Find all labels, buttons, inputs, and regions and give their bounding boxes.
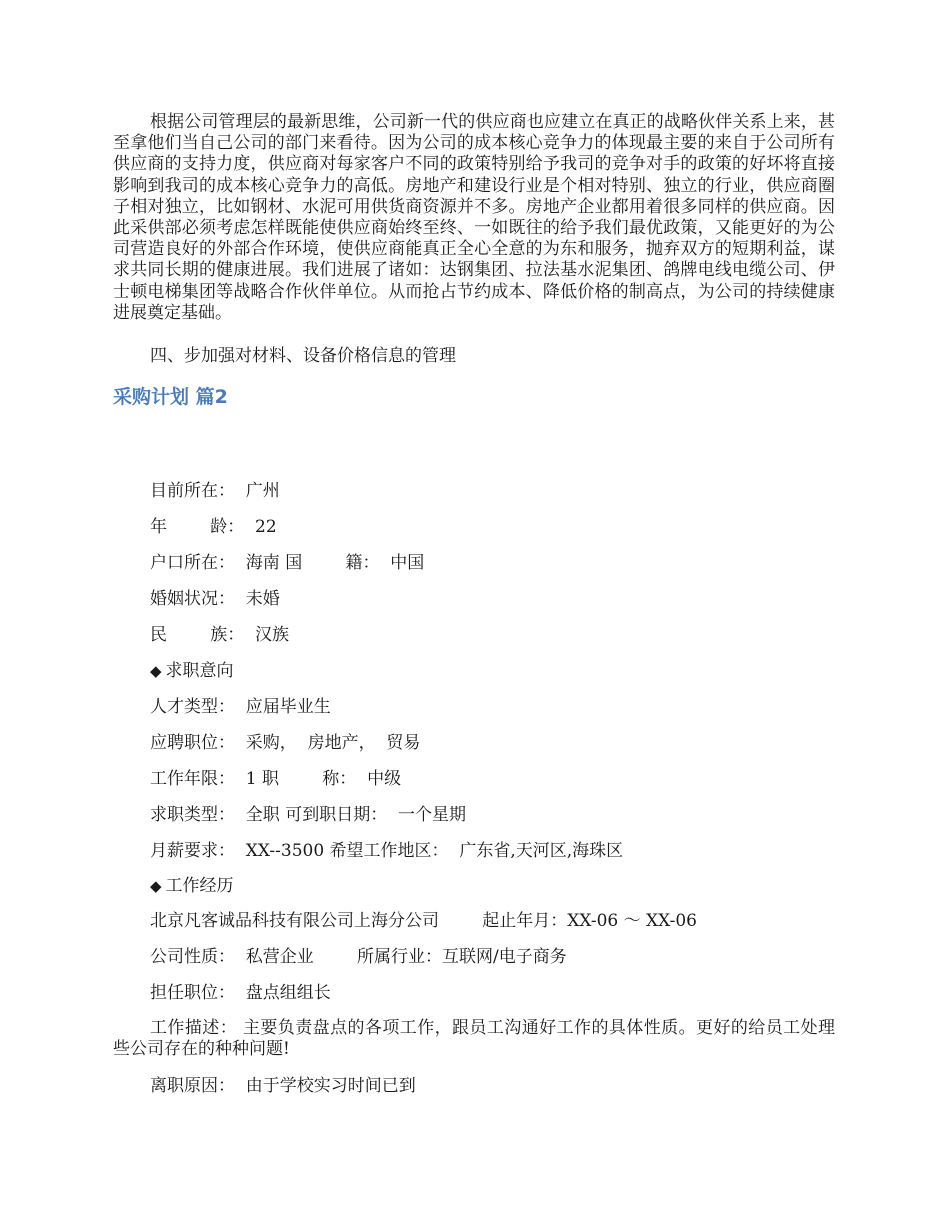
intro-paragraph: 根据公司管理层的最新思维，公司新一代的供应商也应建立在真正的战略伙伴关系上来，甚至拿他们当自己公司的部门来看待。因为公司的成本核心竞争力的体现最主要的来自于公司所有供应商的支持力度，供应商对每家客户不同的政策特别给予我司的竞争对手的政策的好坏将直接影响到我司的成本核心竞争力的高低。房地产和建设行业是个相对特别、独立的行业，供应商圈子相对独立，比如钢材、水泥可用供货商资源并不多。房地产企业都用着很多同样的供应商。因此采供部必须考虑怎样既能使供应商始终至终、一如既往的给予我们最优政策，又能更好的为公司营造良好的外部合作环境，使供应商能真正全心全意的为东和服务，抛弃双方的短期利益，谋求共同长期的健康进展。我们进展了诸如：达钢集团、拉法基水泥集团、鸽牌电线电缆公司、伊士顿电梯集团等战略合作伙伴单位。从而抢占节约成本、降低价格的制高点，为公司的持续健康进展奠定基础。 (113, 112, 835, 323)
resume-ethnicity: 民 族： 汉族 (150, 625, 290, 645)
diamond-bullet-icon: ◆ (150, 662, 162, 680)
resume-role: 担任职位： 盘点组组长 (150, 983, 331, 1003)
section-title: 采购计划 篇2 (113, 386, 228, 408)
diamond-bullet-icon: ◆ (150, 877, 162, 895)
resume-marital: 婚姻状况： 未婚 (150, 589, 280, 609)
resume-location: 目前所在： 广州 (150, 481, 280, 501)
resume-salary: 月薪要求： XX--3500 希望工作地区： 广东省,天河区,海珠区 (150, 841, 624, 861)
resume-leave-reason: 离职原因： 由于学校实习时间已到 (150, 1076, 416, 1096)
resume-position: 应聘职位： 采购， 房地产， 贸易 (150, 733, 421, 753)
point-four: 四、步加强对材料、设备价格信息的管理 (150, 346, 456, 366)
job-intent-heading (150, 660, 234, 682)
resume-company-nature: 公司性质： 私营企业 所属行业：互联网/电子商务 (150, 947, 567, 967)
resume-experience-years: 工作年限： 1 职 称： 中级 (150, 769, 402, 789)
resume-description: 工作描述： 主要负责盘点的各项工作，跟员工沟通好工作的具体性质。更好的给员工处理些公司存在的种种问题! (113, 1018, 835, 1060)
work-history-heading (150, 875, 234, 897)
resume-company: 北京凡客诚品科技有限公司上海分公司 起止年月：XX-06 ～ XX-06 (150, 911, 697, 931)
work-history-label: 工作经历 (165, 876, 234, 896)
resume-talent-type: 人才类型： 应届毕业生 (150, 697, 331, 717)
resume-job-type: 求职类型： 全职 可到职日期： 一个星期 (150, 805, 467, 825)
resume-age: 年 龄： 22 (150, 517, 277, 537)
resume-hukou: 户口所在： 海南 国 籍： 中国 (150, 553, 425, 573)
job-intent-label: 求职意向 (165, 661, 234, 681)
